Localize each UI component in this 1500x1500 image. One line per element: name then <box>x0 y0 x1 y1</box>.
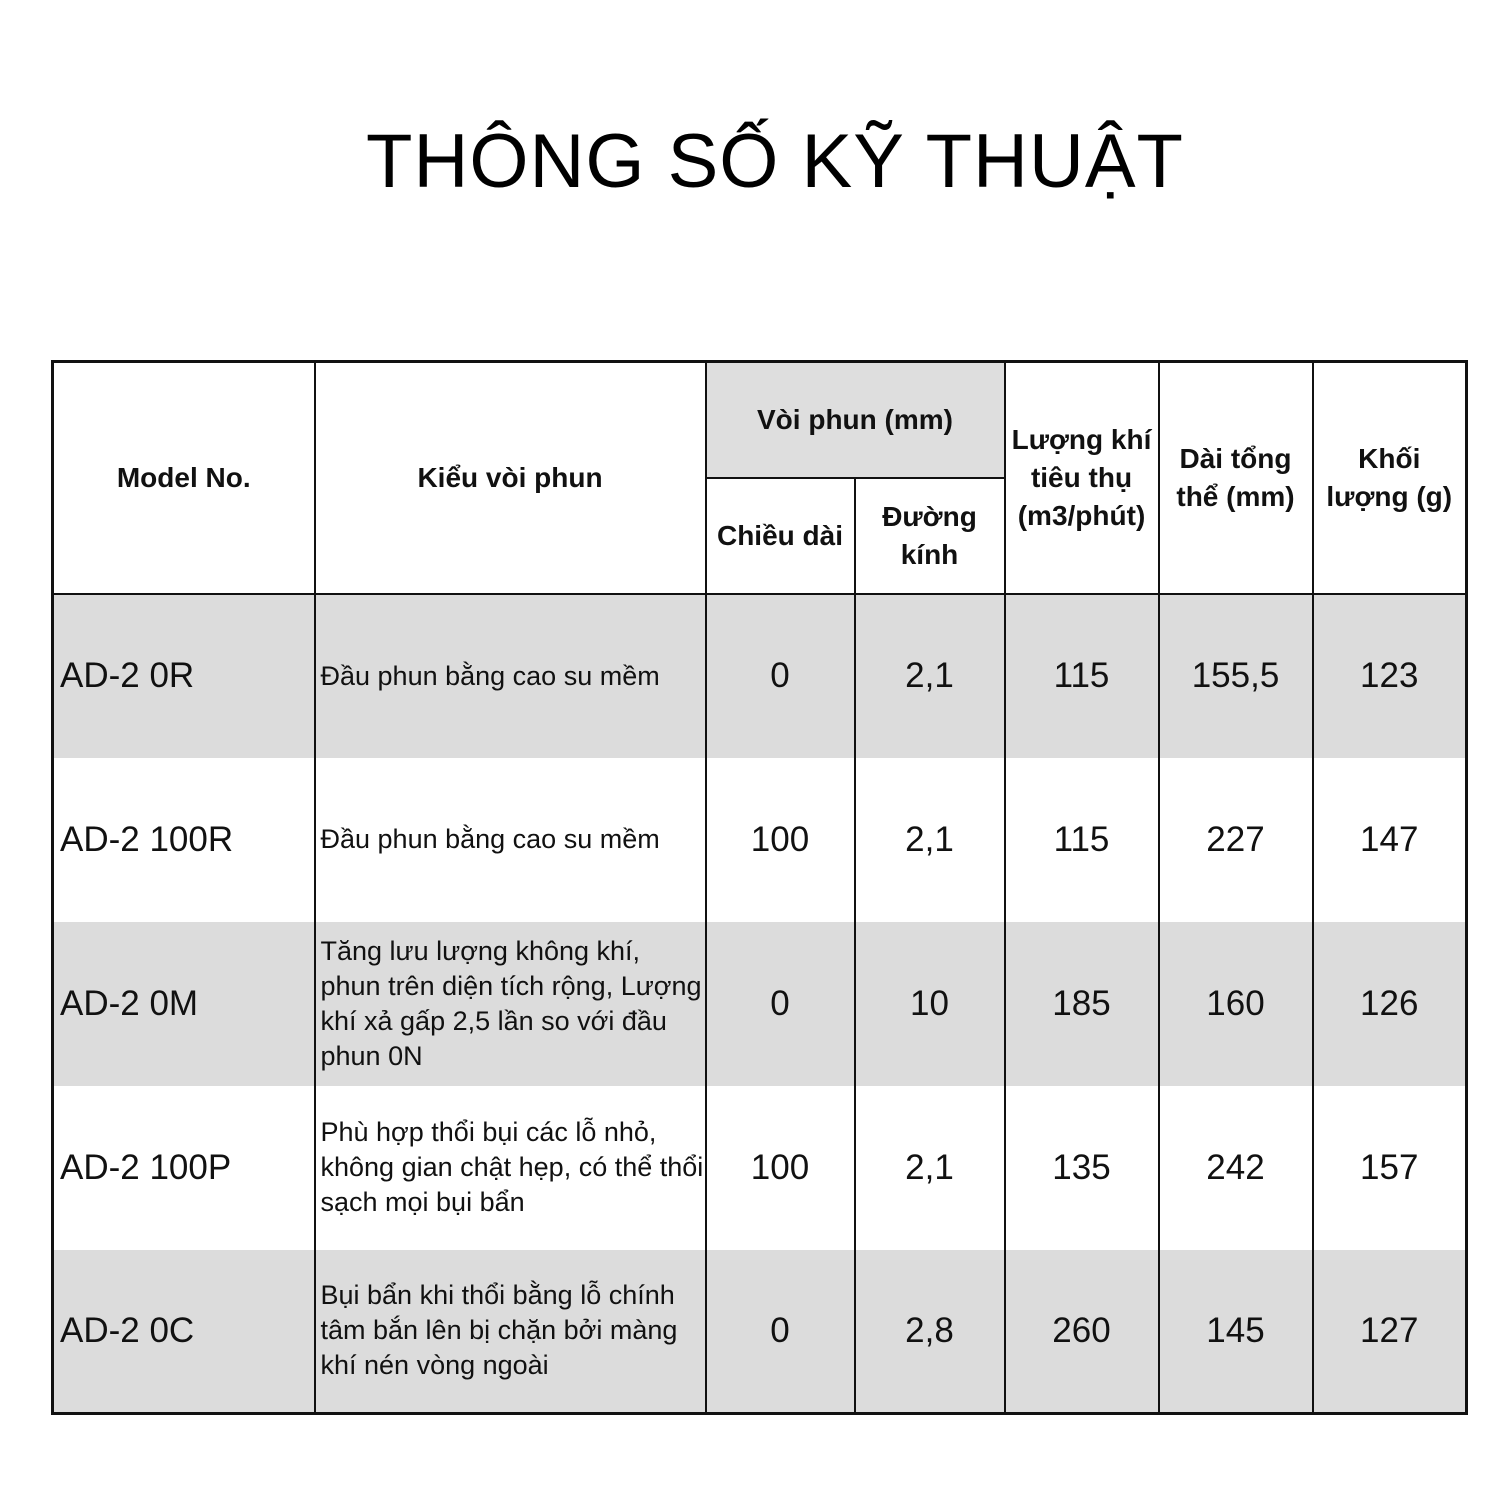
diameter-cell: 2,1 <box>855 1086 1005 1250</box>
weight-cell: 157 <box>1313 1086 1467 1250</box>
model-cell: AD-2 0R <box>53 594 315 758</box>
length-cell: 0 <box>706 922 855 1086</box>
table-row <box>53 922 1467 1086</box>
table-row <box>53 1250 1467 1414</box>
spec-table <box>51 360 1468 1415</box>
air-consumption-cell: 115 <box>1005 758 1159 922</box>
length-cell: 0 <box>706 1250 855 1414</box>
diameter-cell: 2,8 <box>855 1250 1005 1414</box>
diameter-cell: 10 <box>855 922 1005 1086</box>
diameter-cell: 2,1 <box>855 758 1005 922</box>
model-cell: AD-2 0M <box>53 922 315 1086</box>
length-cell: 100 <box>706 758 855 922</box>
header-air-consumption: Lượng khí tiêu thụ (m3/phút) <box>1005 362 1159 594</box>
model-cell: AD-2 0C <box>53 1250 315 1414</box>
diameter-cell: 2,1 <box>855 594 1005 758</box>
header-nozzle-type: Kiểu vòi phun <box>315 362 706 594</box>
table-row <box>53 758 1467 922</box>
weight-cell: 126 <box>1313 922 1467 1086</box>
overall-length-cell: 242 <box>1159 1086 1313 1250</box>
length-cell: 100 <box>706 1086 855 1250</box>
length-cell: 0 <box>706 594 855 758</box>
table-row <box>53 1086 1467 1250</box>
header-weight: Khối lượng (g) <box>1313 362 1467 594</box>
air-consumption-cell: 115 <box>1005 594 1159 758</box>
overall-length-cell: 227 <box>1159 758 1313 922</box>
weight-cell: 123 <box>1313 594 1467 758</box>
overall-length-cell: 160 <box>1159 922 1313 1086</box>
nozzle-type-cell: Bụi bẩn khi thổi bằng lỗ chính tâm bắn lên bị chặn bởi màng khí nén vòng ngoài <box>315 1250 706 1414</box>
weight-cell: 127 <box>1313 1250 1467 1414</box>
overall-length-cell: 155,5 <box>1159 594 1313 758</box>
header-diameter: Đường kính <box>855 478 1005 594</box>
air-consumption-cell: 185 <box>1005 922 1159 1086</box>
overall-length-cell: 145 <box>1159 1250 1313 1414</box>
air-consumption-cell: 260 <box>1005 1250 1159 1414</box>
header-length: Chiều dài <box>706 478 855 594</box>
header-model: Model No. <box>53 362 315 594</box>
model-cell: AD-2 100R <box>53 758 315 922</box>
table-row <box>53 594 1467 758</box>
nozzle-type-cell: Phù hợp thổi bụi các lỗ nhỏ, không gian chật hẹp, có thể thổi sạch mọi bụi bẩn <box>315 1086 706 1250</box>
nozzle-type-cell: Tăng lưu lượng không khí, phun trên diện tích rộng, Lượng khí xả gấp 2,5 lần so với đầu phun 0N <box>315 922 706 1086</box>
weight-cell: 147 <box>1313 758 1467 922</box>
header-overall-length: Dài tổng thể (mm) <box>1159 362 1313 594</box>
header-nozzle-group: Vòi phun (mm) <box>706 362 1005 478</box>
model-cell: AD-2 100P <box>53 1086 315 1250</box>
nozzle-type-cell: Đầu phun bằng cao su mềm <box>315 758 706 922</box>
nozzle-type-cell: Đầu phun bằng cao su mềm <box>315 594 706 758</box>
page-title: THÔNG SỐ KỸ THUẬT <box>366 119 1184 204</box>
air-consumption-cell: 135 <box>1005 1086 1159 1250</box>
